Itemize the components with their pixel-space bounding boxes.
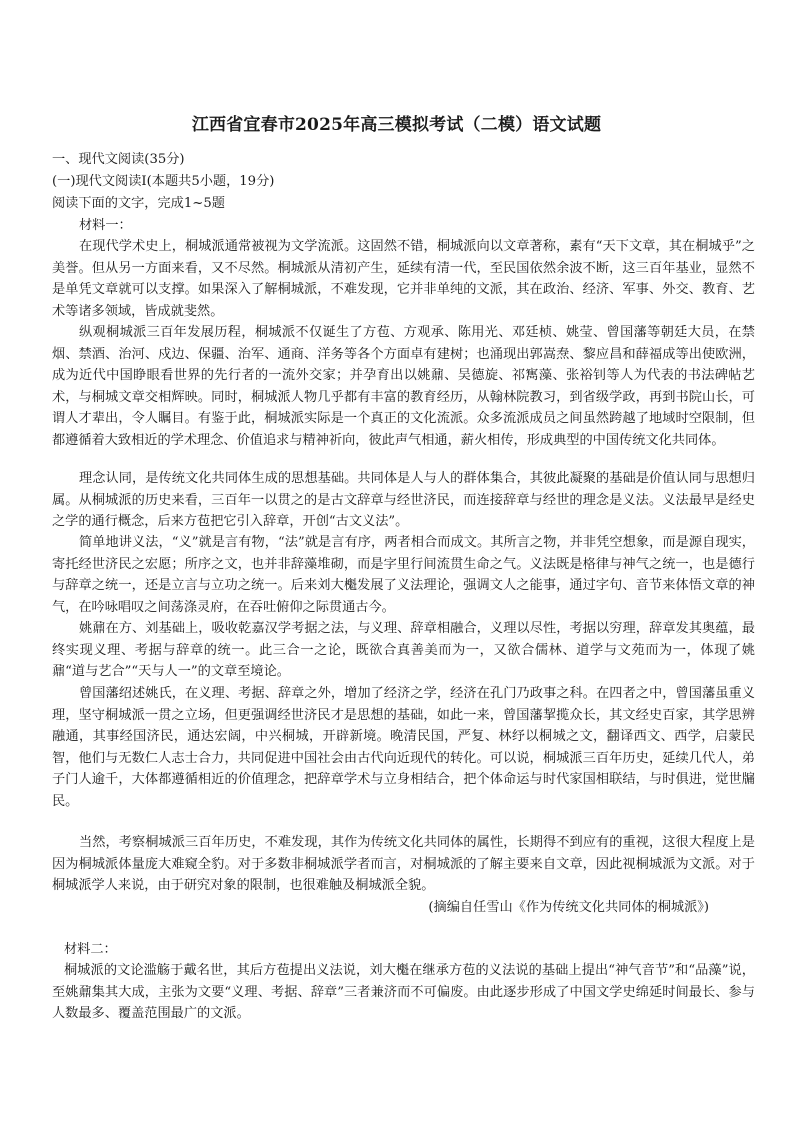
source-citation: (摘编自任雪山《作为传统文化共同体的桐城派》) [428, 900, 709, 915]
material-two-text: 桐城派的文论滥觞于戴名世，其后方苞提出义法说，刘大櫆在继承方苞的义法说的基础上提出“神气音节”和“品藻”说，至姚鼐集其大成，主张为文要“义理、考据、辞章”三者兼济而不可偏废。由此逐步形成了中国文学史绵延时间最长、参与人数最多、覆盖范围最广的文派。 [52, 963, 755, 1022]
paragraph-5: 姚鼐在方、刘基础上，吸收乾嘉汉学考据之法，与义理、辞章相融合，义理以尽性，考据以穷理，辞章发其奥蕴，最终实现义理、考据与辞章的统一。此三合一之论，既欲合真善美而为一，又欲合儒林、道学与文苑而为一，体现了姚鼐“道与艺合”“天与人一”的文章至境论。 [52, 621, 755, 680]
reading-instruction: 阅读下面的文字，完成1~5题 [52, 196, 225, 211]
paragraph-6: 曾国藩绍述姚氏，在义理、考据、辞章之外，增加了经济之学，经济在孔门乃政事之科。在四者之中，曾国藩虽重义理，坚守桐城派一贯之立场，但更强调经世济民才是思想的基础，如此一来，曾国藩挈揽众长，其文经史百家，其学思辨融通，其事经国济民，通达宏阔，中兴桐城，开辟新境。晚清民国，严复、林纾以桐城之文，翻译西文、西学，启蒙民智，他们与无数仁人志士合力，共同促进中国社会由古代向近现代的转化。可以说，桐城派三百年历史，延续几代人，弟子门人逾千，大体都遵循相近的价值理念，把辞章学术与立身相结合，把个体命运与时代家国相联结，与时俱进，觉世牖民。 [52, 686, 755, 809]
paragraph-3: 理念认同，是传统文化共同体生成的思想基础。共同体是人与人的群体集合，其彼此凝聚的基础是价值认同与思想归属。从桐城派的历史来看，三百年一以贯之的是古文辞章与经世济民，而连接辞章与经世的理念是义法。义法最早是经史之学的通行概念，后来方苞把它引入辞章，开创“古文义法”。 [52, 471, 755, 530]
material-one-label: 材料一： [79, 218, 132, 233]
section-heading: 一、现代文阅读(35分) [52, 152, 185, 167]
paragraph-7: 当然，考察桐城派三百年历史，不难发现，其作为传统文化共同体的属性，长期得不到应有的重视，这很大程度上是因为桐城派体量庞大难窥全豹。对于多数非桐城派学者而言，对桐城派的了解主要来自文章，因此视桐城派为文派。对于桐城派学人来说，由于研究对象的限制，也很难触及桐城派全貌。 [52, 835, 755, 894]
sub-section-heading: (一)现代文阅读Ⅰ(本题共5小题，19分) [52, 174, 275, 189]
material-two-label: 材料二： [64, 942, 117, 957]
paragraph-2: 纵观桐城派三百年发展历程，桐城派不仅诞生了方苞、方观承、陈用光、邓廷桢、姚莹、曾国藩等朝廷大员，在禁烟、禁酒、治河、戍边、保疆、治军、通商、洋务等各个方面卓有建树；也涌现出郭嵩焘、黎应昌和薛福成等出使欧洲，成为近代中国睁眼看世界的先行者的一流外交家；并孕育出以姚鼐、吴德旋、祁寯藻、张裕钊等人为代表的书法碑帖艺术，与桐城文章交相辉映。同时，桐城派人物几乎都有丰富的教育经历，从翰林院教习，到省级学政，再到书院山长，可谓人才辈出，令人瞩目。有鉴于此，桐城派实际是一个真正的文化流派。众多流派成员之间虽然跨越了地域时空限制，但都遵循着大致相近的学术理念、价值追求与精神祈向，彼此声气相通，薪火相传，形成典型的中国传统文化共同体。 [52, 325, 755, 448]
paragraph-1: 在现代学术史上，桐城派通常被视为文学流派。这固然不错，桐城派向以文章著称，素有“天下文章，其在桐城乎”之美誉。但从另一方面来看，又不尽然。桐城派从清初产生，延续有清一代，至民国依然余波不断，这三百年基业，显然不是单凭文章就可以支撑。如果深入了解桐城派，不难发现，它并非单纯的文派，其在政治、经济、军事、外交、教育、艺术等诸多领域，皆成就斐然。 [52, 239, 755, 319]
page-title: 江西省宜春市2025年高三模拟考试（二模）语文试题 [191, 115, 602, 135]
paragraph-4: 简单地讲义法，“义”就是言有物，“法”就是言有序，两者相合而成文。其所言之物，并非凭空想象，而是源自现实，寄托经世济民之宏愿；所序之文，也并非辞藻堆砌，而是字里行间流贯生命之气。义法既是格律与神气之统一，也是德行与辞章之统一，还是立言与立功之统一。后来刘大櫆发展了义法理论，强调文人之能事，通过字句、音节来体悟文章的神气，在吟咏唱叹之间荡涤灵府，在吞吐俯仰之际贯通古今。 [52, 535, 755, 615]
